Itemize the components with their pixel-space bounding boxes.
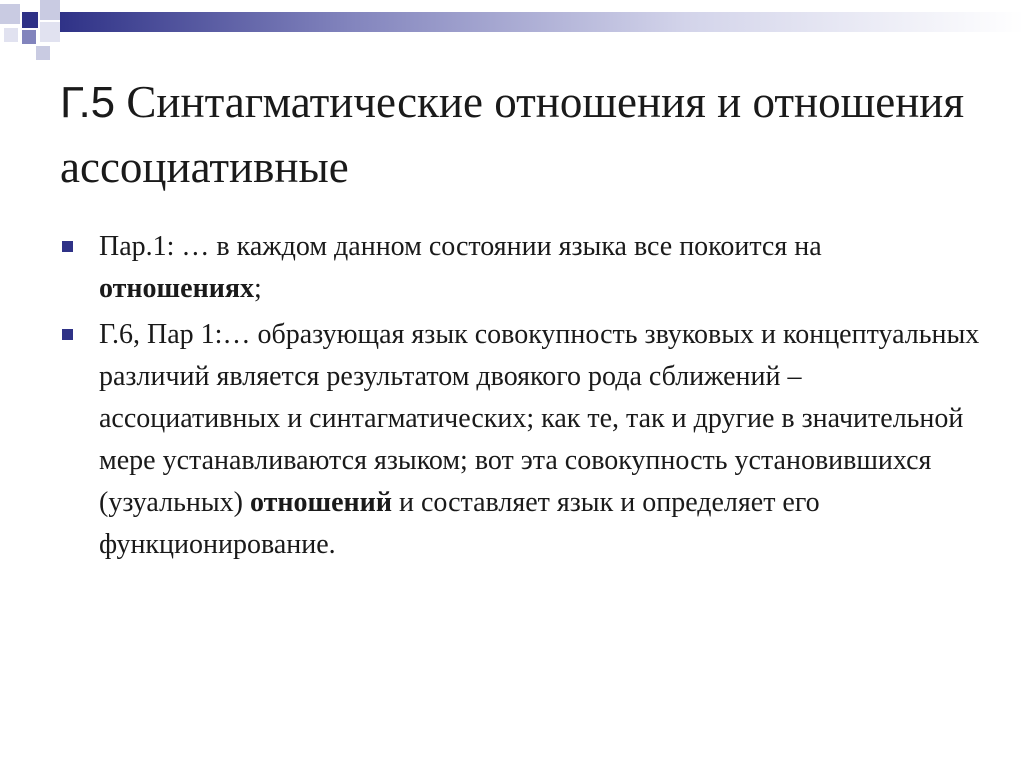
list-item bbox=[62, 314, 982, 566]
bullet-list bbox=[62, 226, 982, 566]
item-text: Пар.1: … в каждом данном состоянии языка все покоится на bbox=[99, 231, 822, 262]
decor-square bbox=[4, 28, 18, 42]
header-gradient-bar bbox=[60, 12, 1024, 32]
decor-square bbox=[22, 12, 38, 28]
square-bullet-icon bbox=[62, 329, 73, 340]
item-bold-text: отношениях bbox=[99, 273, 254, 304]
item-text: ; bbox=[254, 273, 262, 304]
slide-title bbox=[60, 70, 980, 199]
item-text: и составляет язык и определяет его функционирование. bbox=[99, 487, 820, 560]
decor-square bbox=[40, 0, 60, 20]
item-bold-text: отношений bbox=[249, 487, 392, 518]
decor-square bbox=[36, 46, 50, 60]
decor-square bbox=[22, 30, 36, 44]
item-text: Г.6, Пар 1:… образующая язык совокупность звуковых и концептуальных различий является результатом двоякого рода сближений – ассоциативных и синтагматических; как те, так и другие в значительной мере устанавливаются языком; вот эта совокупность установившихся (узуальных) bbox=[99, 319, 980, 518]
square-bullet-icon bbox=[62, 241, 73, 252]
title-text: Синтагматические отношения и отношения ассоциативные bbox=[60, 77, 965, 192]
list-item bbox=[62, 226, 982, 310]
decor-square bbox=[0, 4, 20, 24]
decor-square bbox=[40, 22, 60, 42]
title-prefix: Г.5 bbox=[60, 78, 116, 127]
